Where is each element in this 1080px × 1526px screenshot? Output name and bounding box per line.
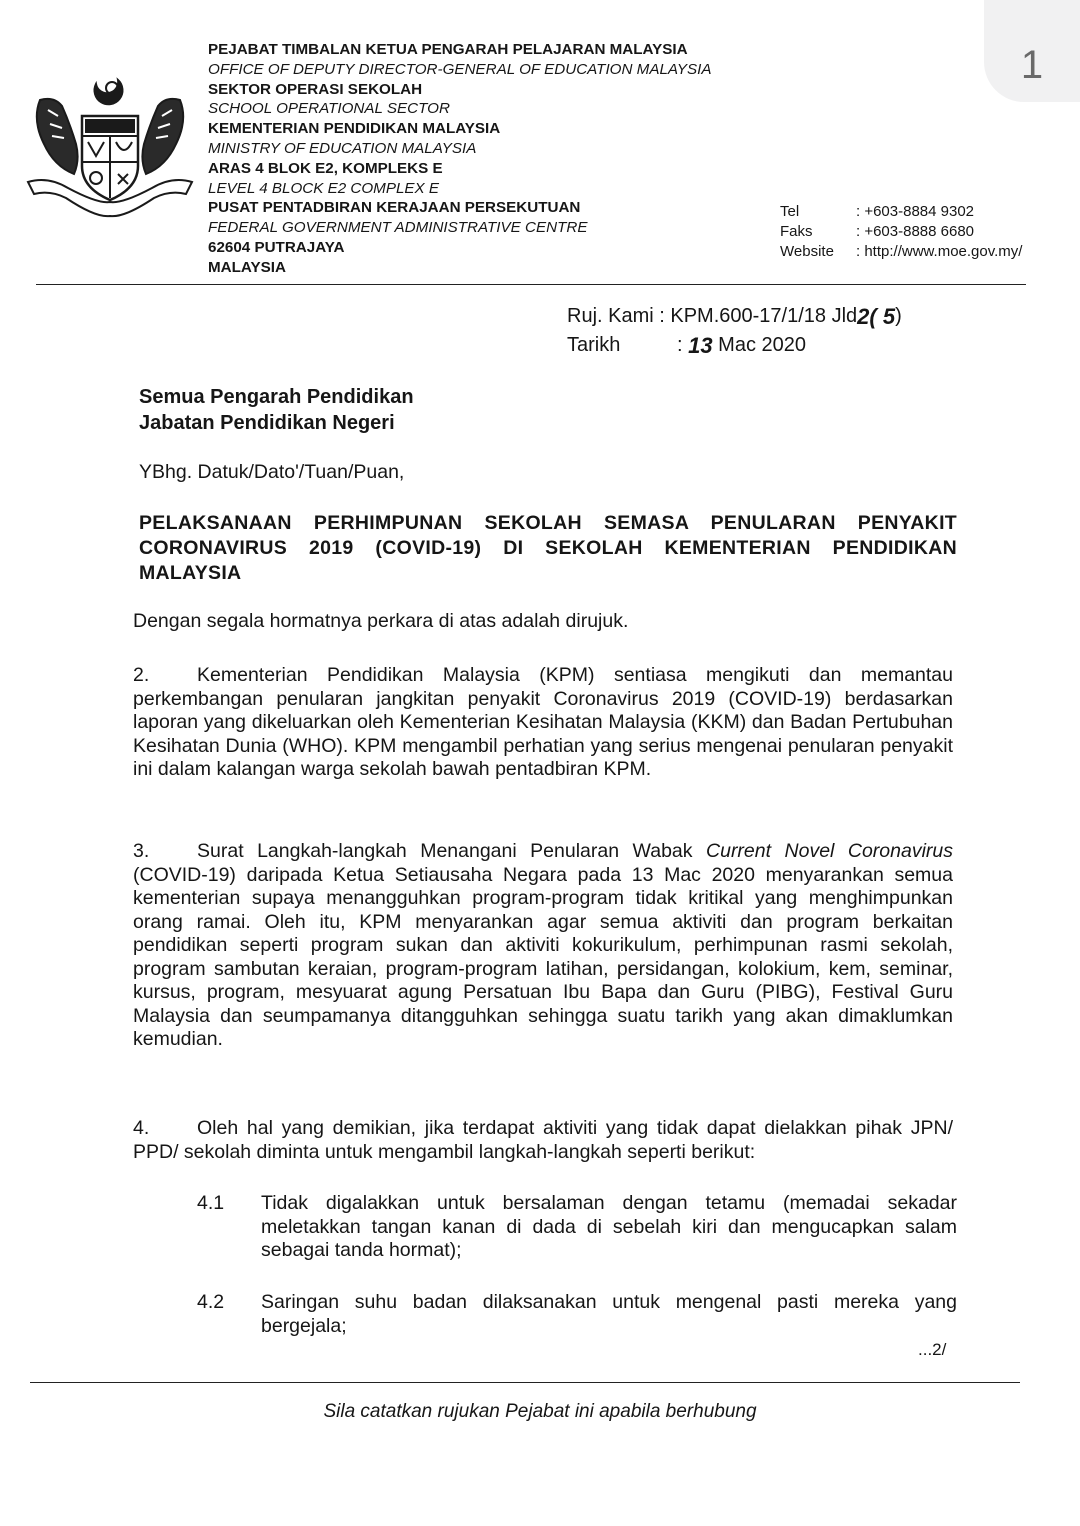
salutation: YBhg. Datuk/Dato'/Tuan/Puan, (139, 461, 405, 483)
fax-value: : +603-8888 6680 (856, 223, 975, 240)
reference-label: Ruj. Kami : KPM.600-17/1/18 Jld (567, 305, 858, 327)
list-item-4-1-text: Tidak digalakkan untuk bersalaman dengan tetamu (memadai sekadar meletakkan tangan kanan di dada di sebelah kiri dan mengucapkan salam sebagai tanda hormat); (261, 1192, 957, 1261)
list-item-4-2-text: Saringan suhu badan dilaksanakan untuk mengenal pasti mereka yang bergejala; (261, 1291, 957, 1337)
continuation-marker: ...2/ (918, 1340, 947, 1359)
list-item-4-2 (197, 1291, 957, 1338)
paragraph-3-italic: Current Novel Coronavirus (706, 840, 953, 862)
contact-details (780, 202, 1022, 262)
ministry-english: MINISTRY OF EDUCATION MALAYSIA (208, 139, 477, 157)
footer-divider (30, 1382, 1020, 1383)
tel-label: Tel (780, 203, 800, 220)
office-name-english: OFFICE OF DEPUTY DIRECTOR-GENERAL OF EDUCATION MALAYSIA (208, 60, 712, 78)
address-centre-malay: PUSAT PENTADBIRAN KERAJAAN PERSEKUTUAN (208, 199, 581, 217)
paragraph-4 (133, 1117, 953, 1164)
reference-handwritten: 2( 5 (857, 304, 896, 329)
office-name-malay: PEJABAT TIMBALAN KETUA PENGARAH PELAJARAN MALAYSIA (208, 41, 688, 58)
paragraph-4-number: 4. (133, 1117, 150, 1139)
address-postcode: 62604 PUTRAJAYA (208, 238, 345, 256)
recipient-line-1: Semua Pengarah Pendidikan (139, 386, 414, 408)
paragraph-3-number: 3. (133, 840, 150, 862)
opening-line: Dengan segala hormatnya perkara di atas adalah dirujuk. (133, 610, 629, 632)
tel-value: : +603-8884 9302 (856, 203, 975, 220)
sector-english: SCHOOL OPERATIONAL SECTOR (208, 100, 450, 118)
address-level-malay: ARAS 4 BLOK E2, KOMPLEKS E (208, 159, 443, 177)
date-month-year: Mac 2020 (712, 334, 806, 356)
paragraph-3 (133, 840, 953, 1052)
address-level-english: LEVEL 4 BLOCK E2 COMPLEX E (208, 179, 440, 197)
address-centre-english: FEDERAL GOVERNMENT ADMINISTRATIVE CENTRE (208, 219, 588, 237)
paragraph-2 (133, 664, 953, 782)
list-item-4-1-number: 4.1 (197, 1192, 225, 1214)
website-label: Website (780, 243, 834, 260)
letter-subject: PELAKSANAAN PERHIMPUNAN SEKOLAH SEMASA PENULARAN PENYAKIT CORONAVIRUS 2019 (COVID-19) DI SEKOLAH KEMENTERIAN PENDIDIKAN MALAYSIA (139, 512, 957, 584)
date-handwritten-day: 13 (688, 333, 713, 358)
header-divider (36, 284, 1026, 285)
paragraph-4-text: Oleh hal yang demikian, jika terdapat aktiviti yang tidak dapat dielakkan pihak JPN/ PPD/ sekolah diminta untuk mengambil langkah-langkah seperti berikut: (133, 1117, 953, 1163)
footer-note: Sila catatkan rujukan Pejabat ini apabila berhubung (323, 1401, 757, 1422)
page-number-badge: 1 (984, 0, 1080, 102)
website-value: : http://www.moe.gov.my/ (856, 243, 1023, 260)
letterhead-address (208, 40, 808, 278)
paragraph-3-text-b: (COVID-19) daripada Ketua Setiausaha Negara pada 13 Mac 2020 menyarankan semua kementerian supaya menangguhkan program-program tidak kritikal yang menghimpunkan orang ramai. Oleh itu, KPM menyarankan agar semua aktiviti dan program berkaitan pendidikan seperti program sukan dan aktiviti kokurikulum, perhimpunan rasmi sekolah, program sambutan keraian, program-program latihan, persidangan, kolokium, kem, seminar, kursus, program, mesyuarat agung Persatuan Ibu Bapa dan Guru (PIBG), Festival Guru Malaysia dan seumpamanya ditangguhkan sehingga suatu tarikh yang akan dimaklumkan kemudian. (133, 863, 953, 1050)
date-colon: : (677, 334, 683, 356)
reference-close: ) (895, 305, 902, 327)
paragraph-2-text: Kementerian Pendidikan Malaysia (KPM) sentiasa mengikuti dan memantau perkembangan penularan jangkitan penyakit Coronavirus 2019 (COVID-19) berdasarkan laporan yang dikeluarkan oleh Kementerian Kesihatan Malaysia (KKM) dan Badan Pertubuhan Kesihatan Dunia (WHO). KPM mengambil perhatian yang serius mengenai penularan penyakit ini dalam kalangan warga sekolah bawah pentadbiran KPM. (133, 664, 953, 780)
address-country: MALAYSIA (208, 258, 286, 276)
paragraph-2-number: 2. (133, 664, 150, 686)
reference-block (567, 302, 902, 360)
recipient-line-2: Jabatan Pendidikan Negeri (139, 412, 395, 434)
paragraph-3-text-a: Surat Langkah-langkah Menangani Penularan Wabak (197, 840, 707, 862)
ministry-malay: KEMENTERIAN PENDIDIKAN MALAYSIA (208, 120, 501, 138)
malaysia-coat-of-arms-logo (22, 70, 198, 220)
date-label: Tarikh (567, 334, 621, 356)
list-item-4-2-number: 4.2 (197, 1291, 225, 1313)
sector-malay: SEKTOR OPERASI SEKOLAH (208, 80, 423, 98)
recipient-block (139, 384, 414, 436)
fax-label: Faks (780, 223, 813, 240)
list-item-4-1 (197, 1192, 957, 1263)
